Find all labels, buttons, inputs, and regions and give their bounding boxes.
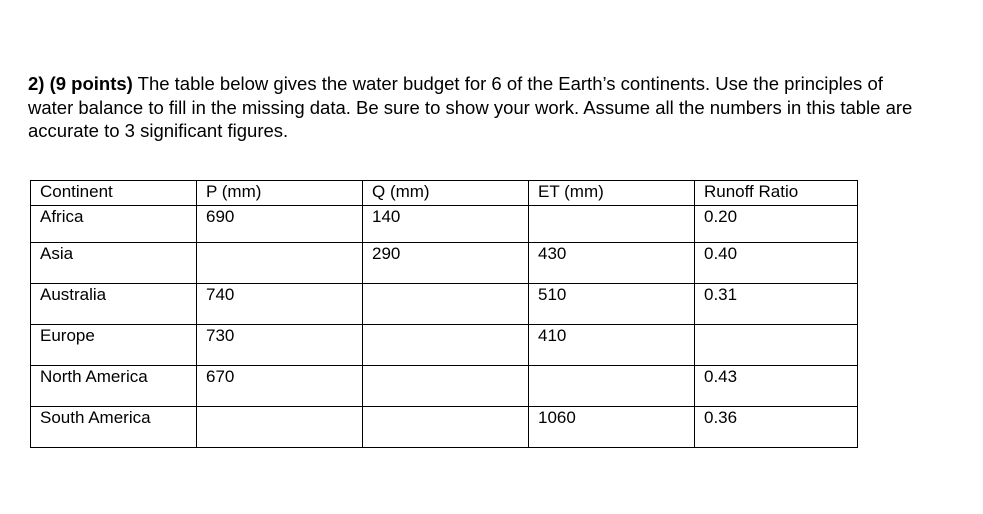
header-runoff-ratio: Runoff Ratio <box>695 181 858 206</box>
cell-evapotranspiration <box>529 206 695 243</box>
cell-runoff-ratio: 0.20 <box>695 206 858 243</box>
cell-continent: Asia <box>31 243 197 284</box>
header-runoff: Q (mm) <box>363 181 529 206</box>
header-continent: Continent <box>31 181 197 206</box>
cell-runoff <box>363 325 529 366</box>
water-budget-table <box>30 180 858 448</box>
cell-evapotranspiration: 510 <box>529 284 695 325</box>
table-row <box>31 407 858 448</box>
table-row <box>31 284 858 325</box>
cell-runoff: 290 <box>363 243 529 284</box>
cell-evapotranspiration: 1060 <box>529 407 695 448</box>
table-row <box>31 366 858 407</box>
cell-precipitation <box>197 407 363 448</box>
cell-runoff-ratio: 0.43 <box>695 366 858 407</box>
cell-continent: Africa <box>31 206 197 243</box>
cell-runoff <box>363 284 529 325</box>
cell-runoff <box>363 407 529 448</box>
cell-runoff <box>363 366 529 407</box>
cell-continent: Europe <box>31 325 197 366</box>
question-text: The table below gives the water budget for 6 of the Earth’s continents. Use the principles of water balance to fill in the missing data. Be sure to show your work. Assume all the numbers in this table are accurate to 3 significant figures. <box>28 73 913 141</box>
cell-evapotranspiration <box>529 366 695 407</box>
cell-continent: North America <box>31 366 197 407</box>
question-number: 2) (9 points) <box>28 73 133 94</box>
table-header-row <box>31 181 858 206</box>
cell-precipitation: 740 <box>197 284 363 325</box>
cell-precipitation: 730 <box>197 325 363 366</box>
cell-precipitation: 670 <box>197 366 363 407</box>
cell-continent: South America <box>31 407 197 448</box>
question-paragraph <box>28 72 928 143</box>
cell-evapotranspiration: 410 <box>529 325 695 366</box>
cell-runoff-ratio <box>695 325 858 366</box>
cell-runoff-ratio: 0.36 <box>695 407 858 448</box>
cell-continent: Australia <box>31 284 197 325</box>
table-row <box>31 325 858 366</box>
header-evapotranspiration: ET (mm) <box>529 181 695 206</box>
cell-evapotranspiration: 430 <box>529 243 695 284</box>
cell-precipitation: 690 <box>197 206 363 243</box>
cell-runoff-ratio: 0.40 <box>695 243 858 284</box>
table-row <box>31 243 858 284</box>
cell-precipitation <box>197 243 363 284</box>
header-precipitation: P (mm) <box>197 181 363 206</box>
table-row <box>31 206 858 243</box>
cell-runoff-ratio: 0.31 <box>695 284 858 325</box>
cell-runoff: 140 <box>363 206 529 243</box>
